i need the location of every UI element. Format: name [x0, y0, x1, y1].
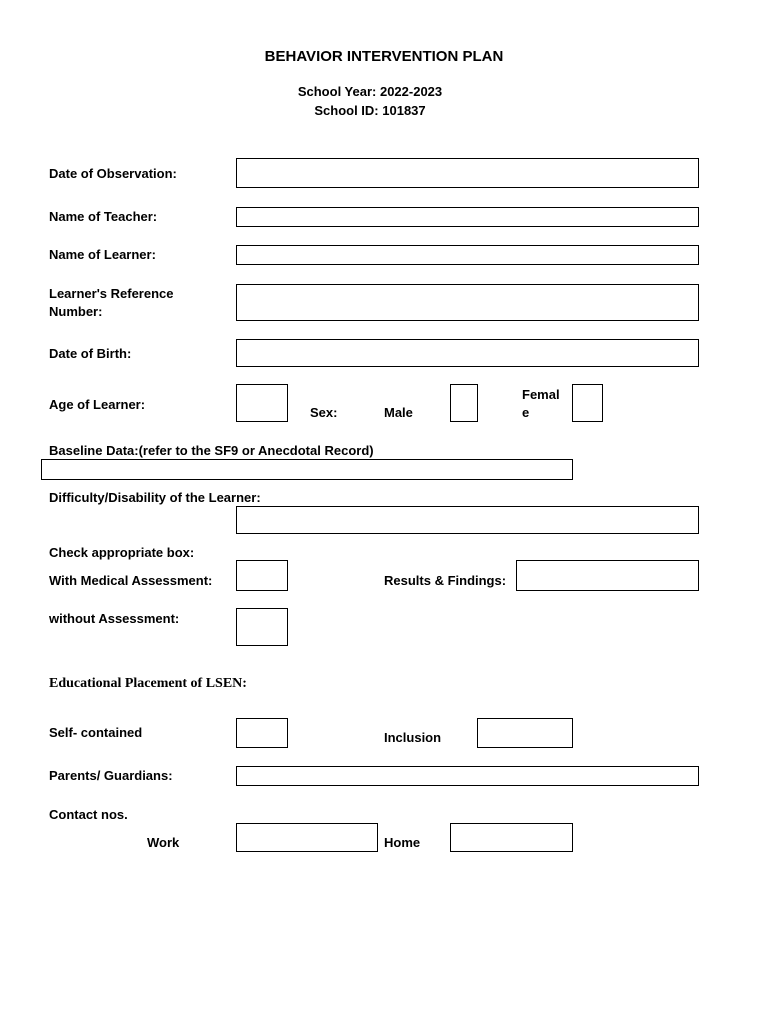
date-of-observation-label: Date of Observation:: [49, 166, 177, 181]
date-of-birth-field[interactable]: [236, 339, 699, 367]
female-label-line2: e: [522, 405, 530, 420]
lrn-label-line2: Number:: [49, 304, 103, 319]
educational-placement-heading: Educational Placement of LSEN:: [49, 676, 247, 691]
baseline-data-label: Baseline Data:(refer to the SF9 or Anecdotal Record): [49, 443, 374, 458]
difficulty-label: Difficulty/Disability of the Learner:: [49, 490, 261, 505]
inclusion-checkbox[interactable]: [477, 718, 573, 748]
page-title: BEHAVIOR INTERVENTION PLAN: [264, 48, 504, 65]
age-of-learner-label: Age of Learner:: [49, 397, 146, 412]
school-id: School ID: 101837: [314, 103, 426, 118]
name-of-teacher-label: Name of Teacher:: [49, 209, 158, 224]
date-of-observation-field[interactable]: [236, 158, 699, 188]
home-phone-field[interactable]: [450, 823, 573, 852]
age-field[interactable]: [236, 384, 288, 422]
difficulty-field[interactable]: [236, 506, 699, 534]
with-medical-assessment-checkbox[interactable]: [236, 560, 288, 591]
home-label: Home: [384, 835, 421, 850]
inclusion-label: Inclusion: [384, 730, 442, 745]
contact-nos-label: Contact nos.: [49, 807, 128, 822]
date-of-birth-label: Date of Birth:: [49, 346, 132, 361]
self-contained-label: Self- contained: [49, 725, 143, 740]
self-contained-checkbox[interactable]: [236, 718, 288, 748]
parents-guardians-label: Parents/ Guardians:: [49, 768, 173, 783]
female-label-line1: Femal: [522, 387, 560, 402]
lrn-label-line1: Learner's Reference: [49, 286, 174, 301]
female-checkbox[interactable]: [572, 384, 603, 422]
without-assessment-checkbox[interactable]: [236, 608, 288, 646]
parents-guardians-field[interactable]: [236, 766, 699, 786]
work-label: Work: [147, 835, 180, 850]
name-of-learner-field[interactable]: [236, 245, 699, 265]
results-findings-field[interactable]: [516, 560, 699, 591]
male-checkbox[interactable]: [450, 384, 478, 422]
with-medical-assessment-label: With Medical Assessment:: [49, 573, 213, 588]
school-year: School Year: 2022-2023: [297, 84, 443, 99]
results-findings-label: Results & Findings:: [384, 573, 507, 588]
male-label: Male: [384, 405, 413, 420]
check-appropriate-box-label: Check appropriate box:: [49, 545, 195, 560]
work-phone-field[interactable]: [236, 823, 378, 852]
without-assessment-label: without Assessment:: [49, 611, 180, 626]
name-of-learner-label: Name of Learner:: [49, 247, 156, 262]
name-of-teacher-field[interactable]: [236, 207, 699, 227]
lrn-field[interactable]: [236, 284, 699, 321]
sex-label: Sex:: [310, 405, 338, 420]
baseline-data-field[interactable]: [41, 459, 573, 480]
